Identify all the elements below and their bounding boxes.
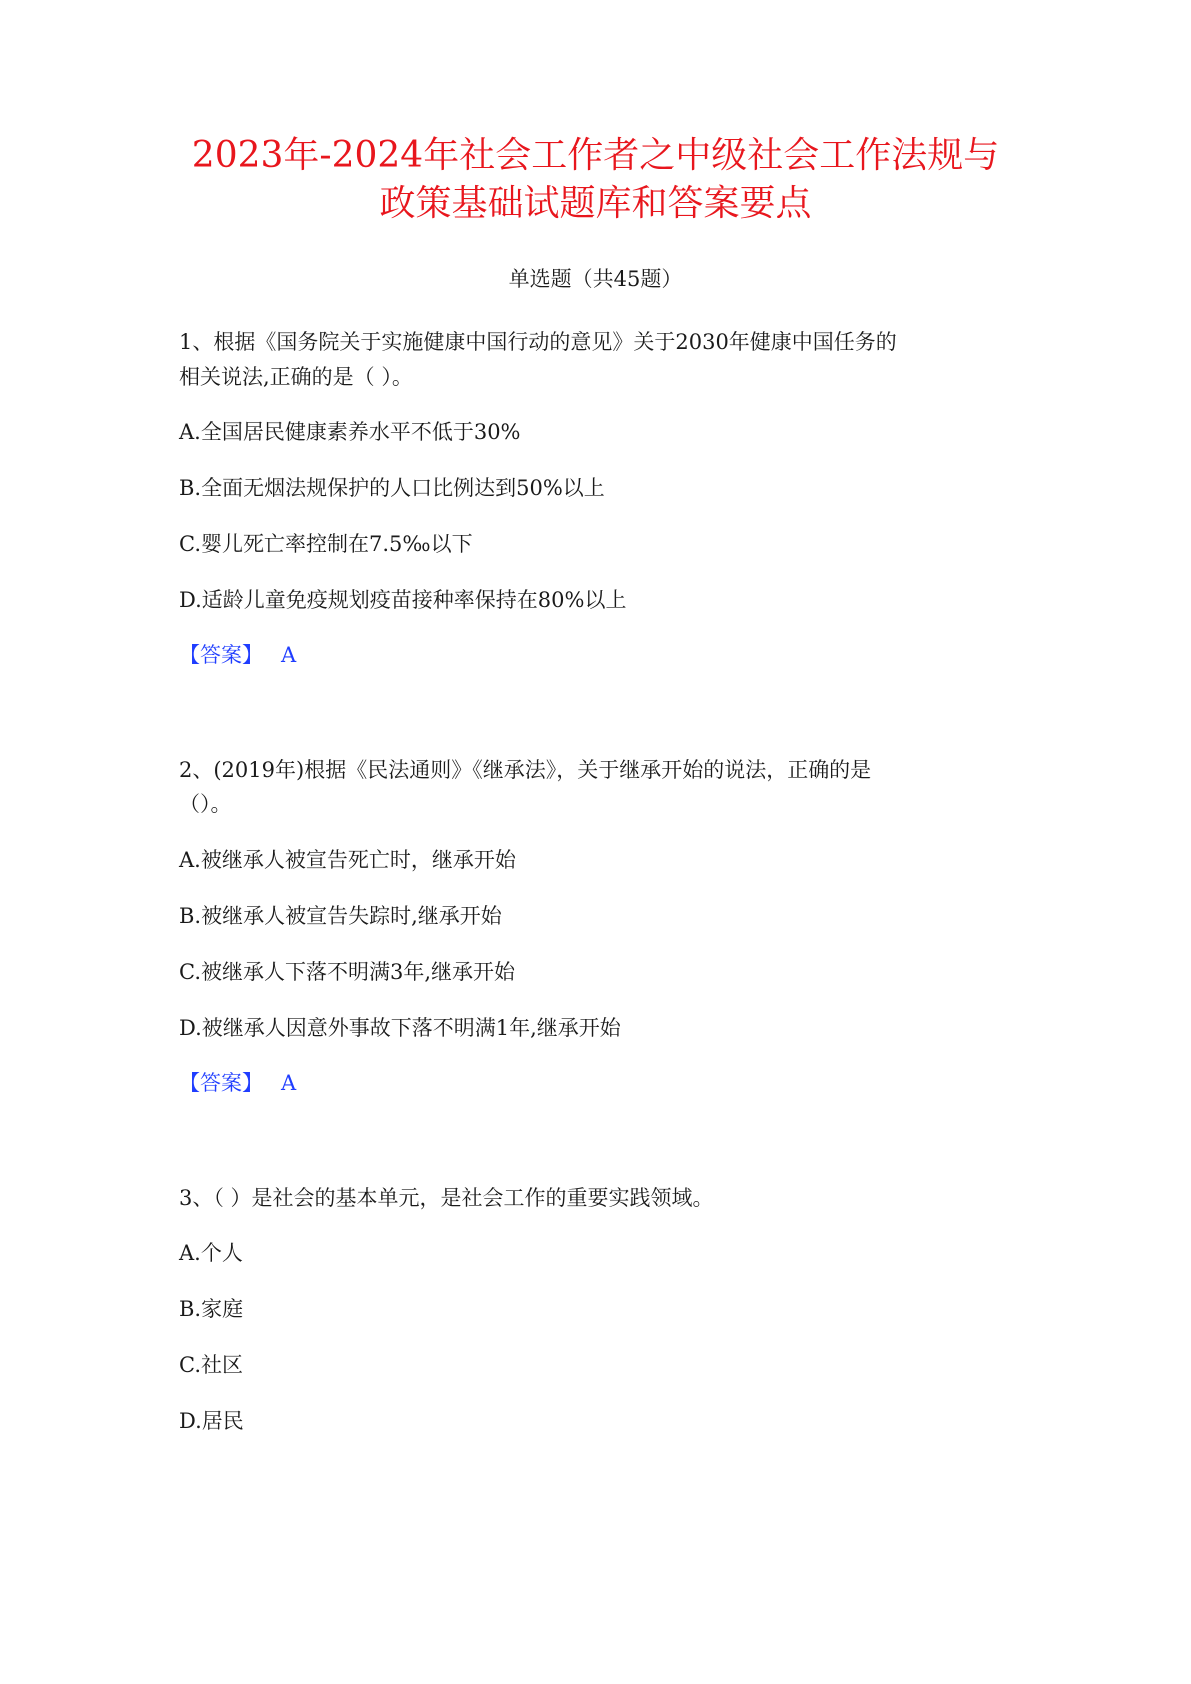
question-1-stem-line-2: 相关说法,正确的是（ ）。 — [179, 365, 413, 389]
question-2-stem-line-1: 2、(2019年)根据《民法通则》《继承法》，关于继承开始的说法，正确的是 — [179, 758, 872, 782]
question-1-option-a: A.全国居民健康素养水平不低于30% — [179, 420, 521, 444]
question-2-option-c: C.被继承人下落不明满3年,继承开始 — [179, 960, 516, 984]
document-title-line-2: 政策基础试题库和答案要点 — [379, 183, 812, 224]
question-3-option-c: C.社区 — [179, 1353, 243, 1377]
question-2-option-d: D.被继承人因意外事故下落不明满1年,继承开始 — [179, 1016, 621, 1040]
answer-label: 【答案】 — [179, 643, 263, 667]
question-1-answer — [179, 641, 296, 669]
question-1-stem-line-1: 1、根据《国务院关于实施健康中国行动的意见》关于2030年健康中国任务的 — [179, 330, 897, 354]
answer-letter: A — [281, 1071, 297, 1095]
answer-letter: A — [281, 643, 297, 667]
question-2-stem-line-2: （）。 — [179, 792, 232, 816]
question-3-option-b: B.家庭 — [179, 1297, 244, 1321]
section-heading: 单选题（共45题） — [508, 267, 683, 291]
question-3-stem: 3、（ ）是社会的基本单元，是社会工作的重要实践领域。 — [179, 1186, 714, 1210]
question-1-option-c: C.婴儿死亡率控制在7.5‰以下 — [179, 532, 473, 556]
answer-label: 【答案】 — [179, 1071, 263, 1095]
question-2-answer — [179, 1069, 296, 1097]
question-2-option-b: B.被继承人被宣告失踪时,继承开始 — [179, 904, 502, 928]
question-1-option-d: D.适龄儿童免疫规划疫苗接种率保持在80%以上 — [179, 588, 627, 612]
question-1-option-b: B.全面无烟法规保护的人口比例达到50%以上 — [179, 476, 605, 500]
question-2-option-a: A.被继承人被宣告死亡时，继承开始 — [179, 848, 516, 872]
document-title-line-1: 2023年-2024年社会工作者之中级社会工作法规与 — [191, 135, 1000, 176]
question-3-option-d: D.居民 — [179, 1409, 244, 1433]
question-3-option-a: A.个人 — [179, 1241, 243, 1265]
